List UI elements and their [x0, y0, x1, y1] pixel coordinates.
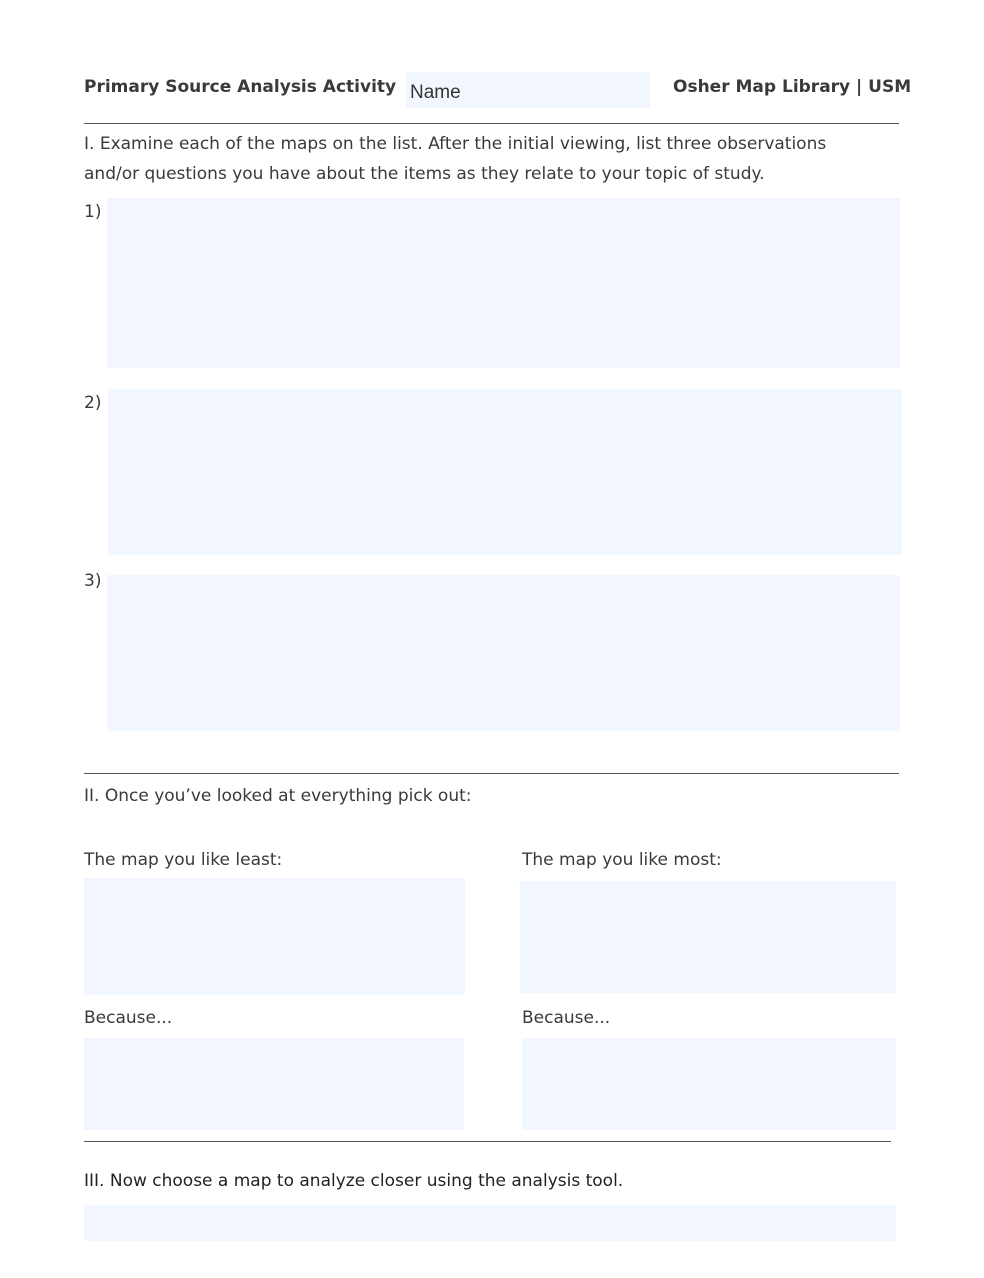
section-3-instruction: III. Now choose a map to analyze closer using the analysis tool.	[84, 1171, 624, 1191]
because-right-field[interactable]	[522, 1038, 896, 1130]
divider-middle	[84, 773, 899, 774]
observation-1-field[interactable]	[107, 198, 900, 368]
least-liked-label: The map you like least:	[84, 850, 283, 870]
least-liked-field[interactable]	[84, 878, 465, 995]
observation-2-field[interactable]	[108, 389, 902, 555]
section-2-instruction: II. Once you’ve looked at everything pick out:	[84, 786, 472, 806]
activity-title: Primary Source Analysis Activity	[84, 77, 397, 97]
analysis-map-field[interactable]	[84, 1205, 896, 1241]
most-liked-field[interactable]	[520, 881, 896, 993]
name-field[interactable]	[406, 72, 650, 108]
observation-2-number: 2)	[84, 393, 102, 413]
divider-bottom	[84, 1141, 891, 1142]
because-right-label: Because...	[522, 1008, 611, 1028]
because-left-label: Because...	[84, 1008, 173, 1028]
library-title: Osher Map Library | USM	[673, 77, 912, 97]
observation-3-field[interactable]	[107, 575, 900, 731]
because-left-field[interactable]	[84, 1038, 464, 1130]
observation-1-number: 1)	[84, 202, 102, 222]
divider-top	[84, 123, 899, 124]
observation-3-number: 3)	[84, 571, 102, 591]
section-1-instruction: I. Examine each of the maps on the list. After the initial viewing, list three observations and/or questions you have about the items as they relate to your topic of study.	[84, 134, 827, 184]
most-liked-label: The map you like most:	[522, 850, 722, 870]
